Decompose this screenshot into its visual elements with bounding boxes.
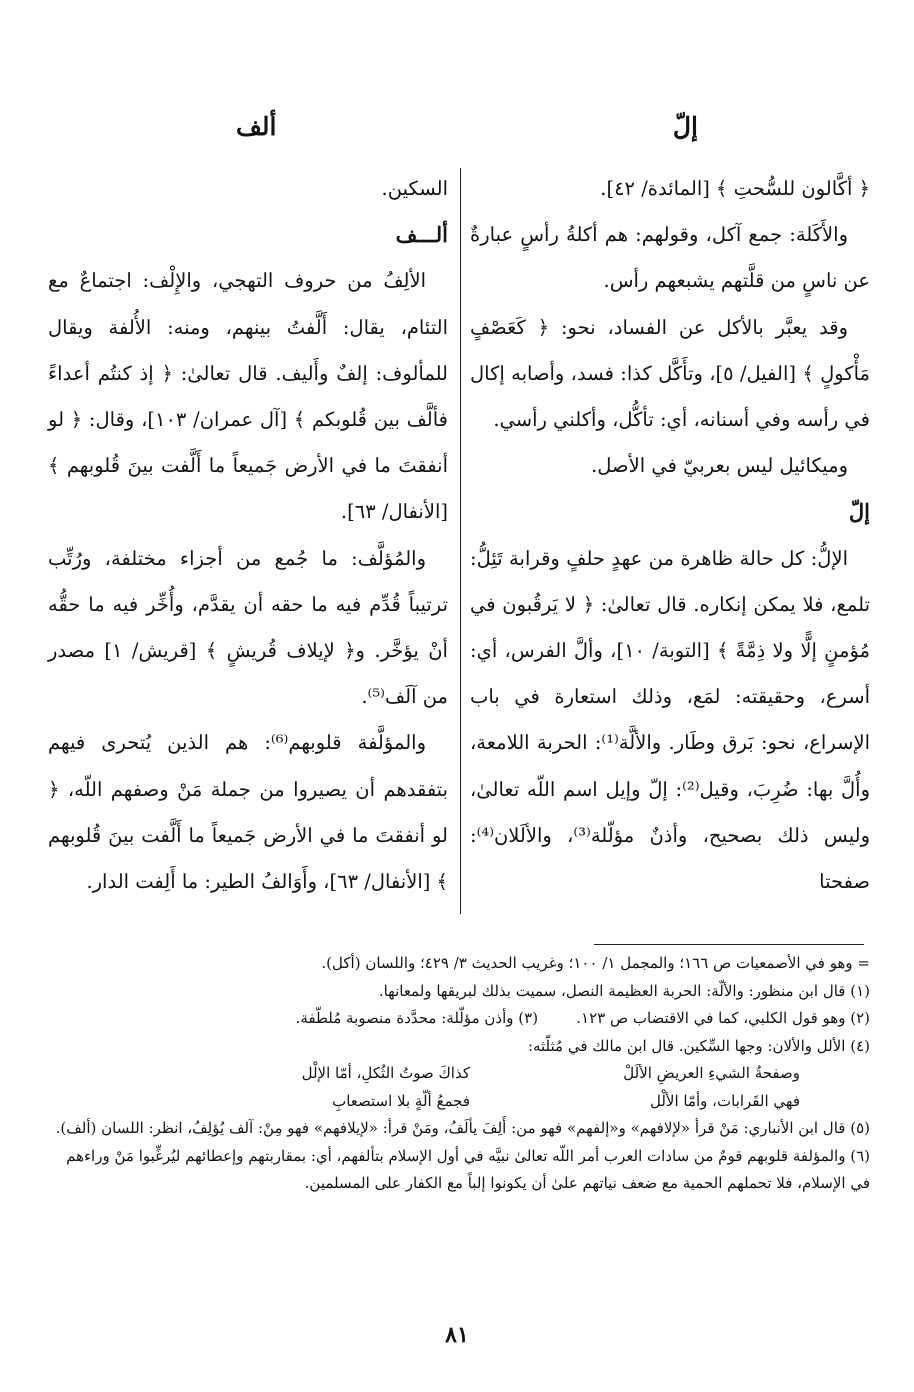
footnote: (٦) والمؤلفة قلوبهم قومٌ من سادات العرب أمر اللّه تعالىٰ نبيَّه في أول الإسلام بتألفهم، أي: بمقاربتهم وإعطائهم ليُرغِّبوا مَنْ وراءهم في الإسلام، فلا تحملهم الحمية مع ضعف نياتهم علىٰ أن يكونوا إلباً مع الكفار على المسلمين. bbox=[66, 1146, 870, 1192]
paragraph: ﴿ أكَّالون للسُّحتِ ﴾ [المائدة/ ٤٢]. bbox=[600, 177, 870, 200]
footnote-rule bbox=[594, 944, 864, 945]
footnote-3: (٣) وأذن مؤلّلة: محدَّدة منصوبة مُلطّفة. bbox=[295, 1009, 539, 1027]
footnote: = وهو في الأصمعيات ص ١٦٦؛ والمجمل ١/ ١٠٠؛ وغريب الحديث ٣/ ٤٢٩؛ واللسان (أكل). bbox=[321, 954, 870, 972]
verse-hemistich: كذاكَ صوتُ الثُكلِ، أمّا الإلْل bbox=[301, 1064, 470, 1082]
paragraph: والمؤلَّفة قلوبهم⁽⁶⁾: هم الذين يُتحرى فيهم بتفقدهم أن يصيروا من جملة مَنْ وصفهم اللّه، ﴿ لو أنفقتَ ما في الأرض جَميعاً ما أَلَّفت بينَ قُلوبهم ﴾ [الأنفال/ ٦٣]، وأَوَالفُ الطير: ما أَلِفت الدار. bbox=[48, 731, 448, 894]
paragraph: وقد يعبَّر بالأكل عن الفساد، نحو: ﴿ كَعَصْفٍ مَأْكولٍ ﴾ [الفيل/ ٥]، وتأَكَّل كذا: فسد، وأصابه إكال في رأسه وفي أسنانه، أي: تأكُّل، وأكلني رأسي. bbox=[470, 315, 870, 432]
footnote bbox=[44, 1005, 870, 1033]
verse-hemistich: وصفحةُ الشيءِ العريضِ الألَلْ bbox=[623, 1064, 800, 1082]
paragraph: السكين. bbox=[381, 177, 448, 200]
right-column bbox=[470, 166, 870, 905]
paragraph: الألِفُ من حروف التهجي، والإِلْف: اجتماعٌ مع التئام، يقال: أَلَّفتُ بينهم، ومنه: الأُلفة ويقال للمألوف: إلفٌ وأَليف. قال تعالىٰ: ﴿ إذ كنتُم أعداءً فألَّف بين قُلوبكم ﴾ [آل عمران/ ١٠٣]، وقال: ﴿ لو أنفقتَ ما في الأرض جَميعاً ما أَلَّفت بينَ قُلوبهم ﴾ [الأنفال/ ٦٣]. bbox=[48, 269, 449, 524]
entry-heading: إلّ bbox=[848, 499, 870, 525]
footnote: (٥) قال ابن الأنباري: مَنْ قرأ «لإلافهم» و«إلفهم» فهو من: أَلِفَ يألَفُ، ومَنْ قرأ: «لإيلافهم» فهو مِنْ: آلف يُؤلِفُ، انظر: اللسان (ألف). bbox=[55, 1119, 870, 1137]
paragraph: والمُؤلَّف: ما جُمع من أجزاء مختلفة، ورُتِّب ترتيباً قُدِّم فيه ما حقه أن يقدَّم، وأُخِّر فيه ما حقُّه أنْ يؤخَّر. و﴿ لإيلاف قُريشٍ ﴾ [قريش/ ١] مصدر من آلَف⁽⁵⁾. bbox=[48, 546, 448, 709]
verse-line bbox=[180, 1088, 800, 1116]
paragraph: الإلُّ: كل حالة ظاهرة من عهدٍ حلفٍ وقرابة تَئِلُّ: تلمع، فلا يمكن إنكاره. قال تعالىٰ: ﴿ لا يَرقُبون في مُؤمنٍ إلًّا ولا ذِمَّةً ﴾ [التوبة/ ١٠]، وألَّ الفرس، أي: أسرع، وحقيقته: لمَع، وذلك استعارة في باب الإسراع، نحو: بَرق وطَار. والألَّة⁽¹⁾: الحربة اللامعة، وأُلَّ بها: ضُرِبَ، وقيل⁽²⁾: إلّ وإيل اسم اللّه تعالىٰ، وليس ذلك بصحيح، وأذنٌ مؤلّلة⁽³⁾، والألَلان⁽⁴⁾: صفحتا bbox=[470, 546, 870, 894]
verse-hemistich: فجمعُ ألّةٍ بلا استصعابِ bbox=[332, 1091, 470, 1110]
left-column bbox=[48, 166, 448, 905]
paragraph: وميكائيل ليس بعربيّ في الأصل. bbox=[591, 454, 848, 478]
footnote: (٤) الألل والألان: وجها السِّكين. قال ابن مالك في مُثلّثه: bbox=[527, 1036, 870, 1055]
verse-hemistich: فهي القَرابات، وأمّا الألْل bbox=[649, 1091, 800, 1110]
footnote-2: (٢) وهو قول الكلبي، كما في الاقتضاب ص ١٢٣. bbox=[576, 1009, 870, 1027]
paragraph: والأَكَلة: جمع آكل، وقولهم: هم أكلةُ رأسٍ عبارةٌ عن ناسٍ من قلَّتهم يشبعهم رأس. bbox=[470, 223, 870, 293]
entry-heading: ألـــف bbox=[395, 222, 448, 248]
footnote: (١) قال ابن منظور: والألّة: الحربة العظيمة النصل، سميت بذلك لبريقها ولمعانها. bbox=[378, 981, 870, 1000]
header-left-entry: ألف bbox=[236, 112, 277, 141]
column-divider bbox=[460, 168, 461, 914]
verse-line bbox=[180, 1060, 800, 1088]
header-right-entry: إلّ bbox=[672, 112, 698, 141]
page-number: ٨١ bbox=[445, 1322, 469, 1348]
footnotes bbox=[44, 950, 870, 1198]
